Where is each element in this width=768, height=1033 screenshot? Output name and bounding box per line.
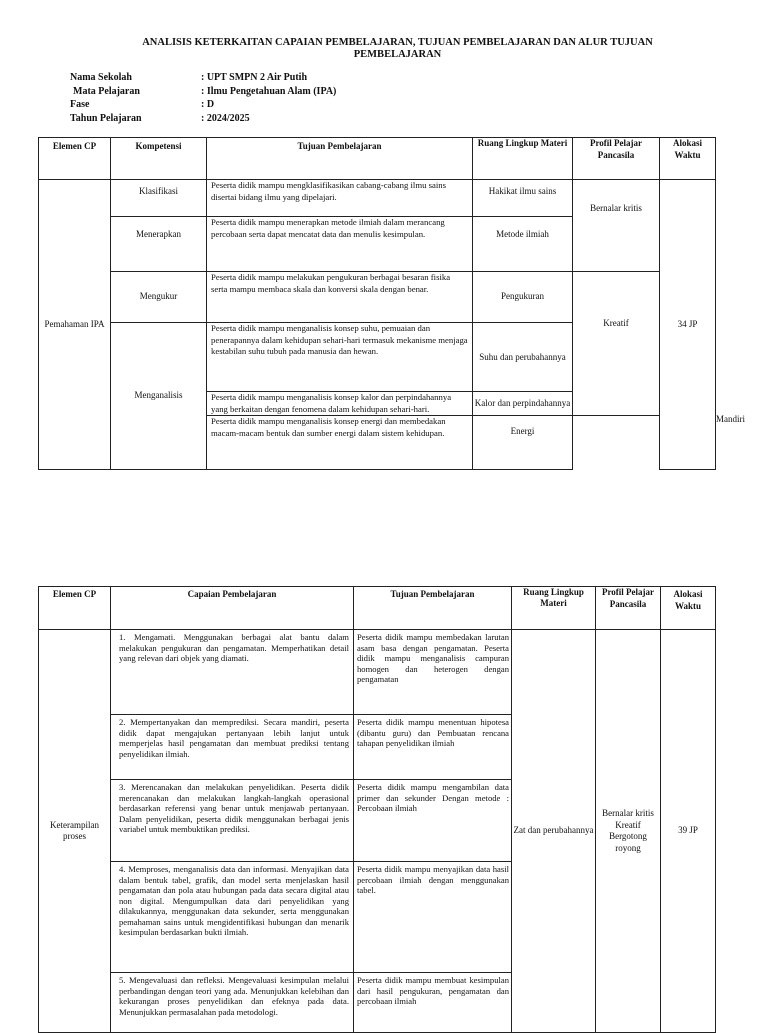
meta-key: Fase (70, 99, 90, 110)
materi-cell: Zat dan perubahannya (512, 630, 596, 1033)
tujuan-cell: Peserta didik mampu menganalisis konsep energi dan membedakan macam-macam bentuk dan sumber energi dalam sistem kehidupan. (207, 416, 473, 470)
materi-cell: Pengukuran (473, 272, 573, 323)
header-profil: Profil Pelajar Pancasila (596, 587, 661, 630)
tujuan-cell: Peserta didik mampu menerapkan metode ilmiah dalam merancang percobaan serta dapat mencatat data dan menulis kesimpulan. (207, 217, 473, 272)
meta-value: : UPT SMPN 2 Air Putih (201, 72, 308, 83)
tujuan-cell: Peserta didik mampu membuat kesimpulan dari hasil pengukuran, pengamatan dan percobaan ilmiah (354, 973, 512, 1033)
meta-row-subject (70, 85, 336, 99)
materi-cell: Hakikat ilmu sains (473, 180, 573, 217)
meta-value: : 2024/2025 (201, 112, 250, 124)
header-tujuan: Tujuan Pembelajaran (354, 587, 512, 630)
table-header-row (39, 138, 716, 180)
meta-row-year (70, 112, 336, 126)
profil-cell: Bernalar kritis Kreatif Bergotong royong (596, 630, 661, 1033)
tujuan-cell: Peserta didik mampu menganalisis konsep kalor dan perpindahannya yang berkaitan dengan fenomena dalam kehidupan sehari-hari. (207, 392, 473, 416)
profil-cell: Bernalar kritis (573, 180, 660, 272)
meta-value: : D (201, 99, 215, 110)
header-alokasi: Alokasi Waktu (660, 138, 716, 180)
header-kompetensi: Kompetensi (111, 138, 207, 180)
elemen-cell: Pemahaman IPA (39, 180, 111, 470)
capaian-cell: 1. Mengamati. Menggunakan berbagai alat bantu dalam melakukan pengukuran dan pengamatan. Memperhatikan detail yang relevan dari objek yang diamati. (111, 630, 354, 715)
meta-key: Tahun Pelajaran (70, 112, 142, 124)
table-header-row (39, 587, 716, 630)
header-ruang-lingkup: Ruang Lingkup Materi (512, 587, 596, 630)
header-elemen-cp: Elemen CP (39, 587, 111, 630)
materi-cell: Energi (473, 416, 573, 470)
materi-cell: Suhu dan perubahannya (473, 323, 573, 392)
header-ruang-lingkup: Ruang Lingkup Materi (473, 138, 573, 180)
header-elemen-cp: Elemen CP (39, 138, 111, 180)
tujuan-cell: Peserta didik mampu mengklasifikasikan cabang-cabang ilmu sains disertai bidang ilmu yang dipelajari. (207, 180, 473, 217)
header-capaian: Capaian Pembelajaran (111, 587, 354, 630)
meta-key: Mata Pelajaran (73, 85, 140, 97)
header-tujuan: Tujuan Pembelajaran (207, 138, 473, 180)
meta-value: : Ilmu Pengetahuan Alam (IPA) (201, 85, 337, 97)
capaian-cell: 3. Merencanakan dan melakukan penyelidikan. Peserta didik merencanakan dan melakukan langkah-langkah operasional berdasarkan referensi yang benar untuk menjawab pertanyaan. Dalam penyelidikan, peserta didik menggunakan berbagai jenis variabel untuk membuktikan prediksi. (111, 780, 354, 862)
capaian-cell: 5. Mengevaluasi dan refleksi. Mengevaluasi kesimpulan melalui perbandingan dengan teori yang ada. Menunjukkan kelebihan dan kekurangan proses penyelidikan dan efeknya pada data. Menunjukkan permasalahan pada metodologi. (111, 973, 354, 1033)
capaian-cell: 2. Mempertanyakan dan memprediksi. Secara mandiri, peserta didik dapat mengajukan pertanyaan lebih lanjut untuk memperjelas hasil pengamatan dan membuat prediksi tentang penyelidikan ilmiah. (111, 715, 354, 780)
elemen-cell: Keterampilan proses (39, 630, 111, 1033)
materi-cell: Kalor dan perpindahannya (473, 392, 573, 416)
meta-row-phase (70, 98, 336, 112)
meta-row-school (70, 71, 336, 85)
analysis-table-2 (38, 586, 716, 1033)
profil-cell: Kreatif (573, 272, 660, 416)
table-row (39, 630, 716, 715)
header-profil: Profil Pelajar Pancasila (573, 138, 660, 180)
school-info (70, 71, 336, 125)
table-row: Peserta didik mampu menganalisis konsep kalor dan perpindahannya yang berkaitan dengan fenomena dalam kehidupan sehari-hari. Kalor dan perpindahannya Mandiri (39, 392, 716, 416)
analysis-table-1 (38, 137, 745, 470)
kompetensi-cell: Menerapkan (111, 217, 207, 272)
alokasi-cell: 34 JP (660, 180, 716, 470)
table-row (39, 180, 716, 217)
table-row (39, 272, 716, 323)
materi-cell: Metode ilmiah (473, 217, 573, 272)
kompetensi-cell: Mengukur (111, 272, 207, 323)
tujuan-cell: Peserta didik mampu menganalisis konsep suhu, pemuaian dan penerapannya dalam kehidupan sehari-hari termasuk mekanisme menjaga kestabilan suhu tubuh pada manusia dan hewan. (207, 323, 473, 392)
meta-key: Nama Sekolah (70, 72, 132, 83)
document-title: ANALISIS KETERKAITAN CAPAIAN PEMBELAJARAN, TUJUAN PEMBELAJARAN DAN ALUR TUJUAN PEMBELAJARAN (142, 37, 653, 60)
header-alokasi: Alokasi Waktu (661, 587, 716, 630)
tujuan-cell: Peserta didik mampu mengambilan data primer dan sekunder Dengan metode : Percobaan ilmiah (354, 780, 512, 862)
capaian-cell: 4. Memproses, menganalisis data dan informasi. Menyajikan data dalam bentuk tabel, grafik, dan model serta menjelaskan hasil pengamatan dan pola atau hubungan pada data secara digital atau non digital. Mengumpulkan data dari penyelidikan yang dilakukannya, menggunakan data sekunder, serta menggunakan pemahaman sains untuk mengidentifikasi hubungan dan menarik kesimpulan berdasarkan bukti ilmiah. (111, 862, 354, 973)
tujuan-cell: Peserta didik mampu membedakan larutan asam basa dengan pengamatan. Peserta didik mampu menganalisis campuran homogen dan heterogen dengan pengamatan (354, 630, 512, 715)
alokasi-cell: 39 JP (661, 630, 716, 1033)
kompetensi-cell: Menganalisis (111, 323, 207, 470)
tujuan-cell: Peserta didik mampu menentuan hipotesa (dibantu guru) dan Pembuatan rencana tahapan penyelidikan ilmiah (354, 715, 512, 780)
tujuan-cell: Peserta didik mampu melakukan pengukuran berbagai besaran fisika serta mampu membaca skala dan konversi skala dengan benar. (207, 272, 473, 323)
kompetensi-cell: Klasifikasi (111, 180, 207, 217)
tujuan-cell: Peserta didik mampu menyajikan data hasil percobaan ilmiah dengan menggunakan tabel. (354, 862, 512, 973)
